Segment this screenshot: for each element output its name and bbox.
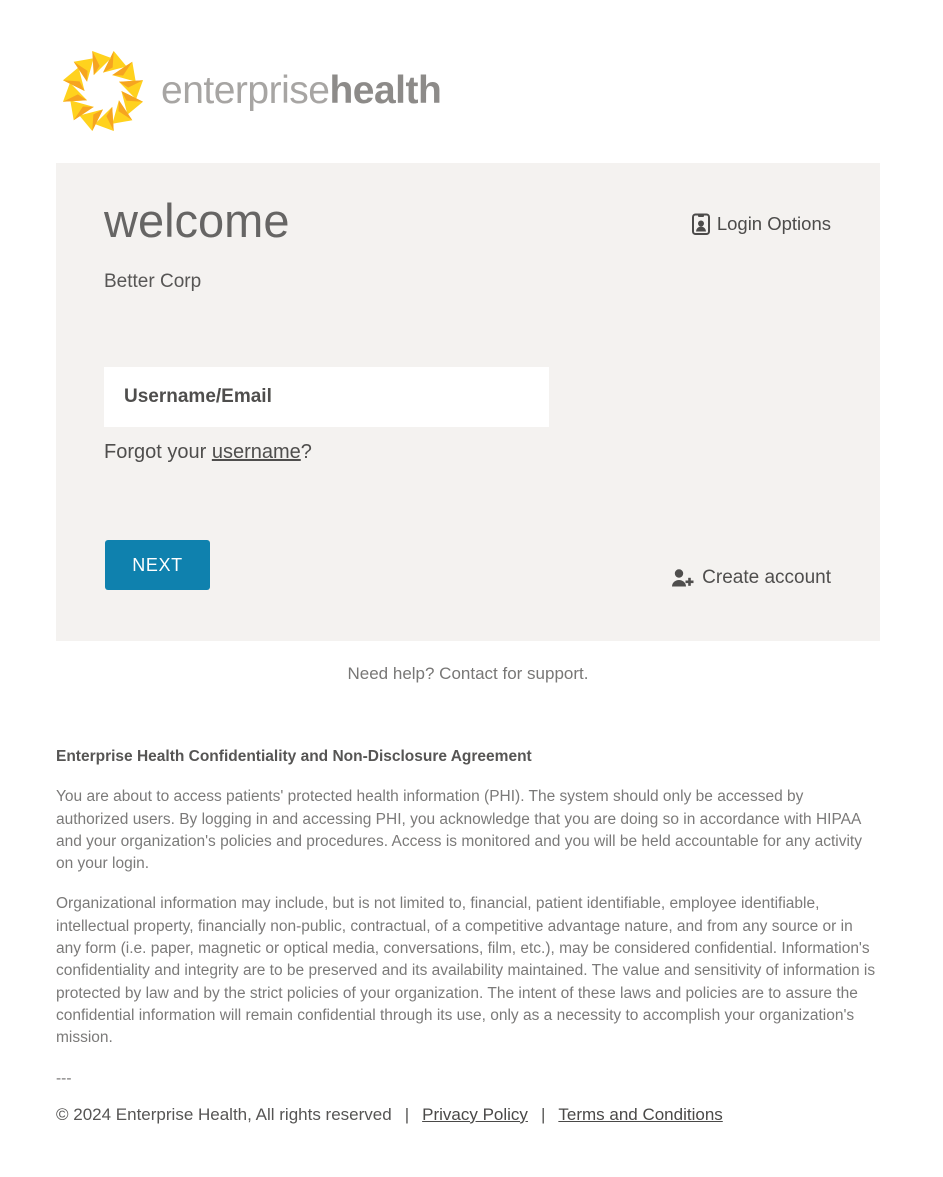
organization-name: Better Corp xyxy=(104,271,202,292)
username-input[interactable] xyxy=(104,367,549,427)
brand-wordmark xyxy=(161,69,441,113)
forgot-username-link[interactable]: username xyxy=(211,441,301,463)
forgot-suffix: ? xyxy=(300,441,312,463)
page-footer xyxy=(56,1104,880,1126)
confidentiality-agreement xyxy=(56,746,880,1126)
sunburst-logo-icon xyxy=(57,45,149,137)
login-options-label: Login Options xyxy=(716,213,831,234)
footer-separator: | xyxy=(404,1104,410,1124)
text-divider: --- xyxy=(56,1069,72,1087)
terms-link[interactable]: Terms and Conditions xyxy=(558,1104,723,1124)
next-button[interactable]: NEXT xyxy=(105,540,210,590)
brand-light: enterprise xyxy=(161,69,330,112)
privacy-policy-link[interactable]: Privacy Policy xyxy=(422,1104,528,1124)
forgot-prefix: Forgot your xyxy=(104,441,212,463)
copyright-text: © 2024 Enterprise Health, All rights reserved xyxy=(56,1104,392,1124)
id-badge-icon xyxy=(692,213,710,235)
app-logo xyxy=(57,45,441,137)
user-plus-icon xyxy=(671,569,694,588)
agreement-paragraph-2: Organizational information may include, but is not limited to, financial, patient identifiable, employee identifiable, intellectual property, financially non-public, contractual, of a competitive advantage nature, and from any source or in any form (i.e. paper, magnetic or optical media, conversations, film, etc.), may be considered confidential. Information's confidentiality and integrity are to be preserved and its availability maintained. The value and sensitivity of information is protected by law and by the strict policies of your organization. The intent of these laws and policies are to assure the confidential information will remain confidential through its use, only as a necessity to accomplish your organization's mission. xyxy=(56,895,876,1047)
agreement-heading: Enterprise Health Confidentiality and Non-Disclosure Agreement xyxy=(56,748,532,765)
footer-separator: | xyxy=(540,1104,546,1124)
create-account-link[interactable] xyxy=(671,567,831,589)
login-panel xyxy=(56,163,880,641)
agreement-paragraph-1: You are about to access patients' protected health information (PHI). The system should only be accessed by authorized users. By logging in and accessing PHI, you acknowledge that you are doing so in accordance with HIPAA and your organization's policies and procedures. Access is monitored and you will be held accountable for any activity on your login. xyxy=(56,788,862,873)
welcome-heading: welcome xyxy=(104,194,290,247)
support-text: Need help? Contact for support. xyxy=(347,664,589,683)
forgot-username-line xyxy=(104,441,312,464)
brand-bold: health xyxy=(329,69,442,112)
login-options-link[interactable] xyxy=(692,213,831,235)
create-account-label: Create account xyxy=(702,567,831,588)
